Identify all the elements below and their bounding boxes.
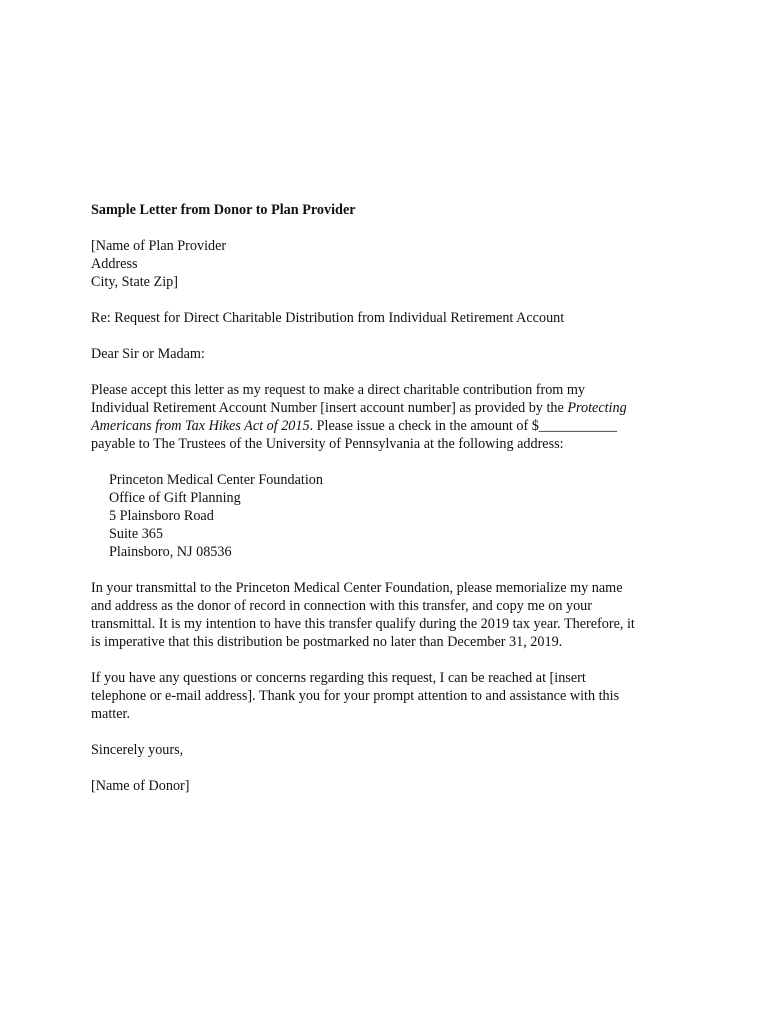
paragraph-line (91, 399, 681, 417)
paragraph-line: matter. (91, 706, 131, 722)
paragraph-text: Individual Retirement Account Number [insert account number] as provided by the (91, 400, 568, 416)
recipient-address-line: 5 Plainsboro Road (109, 508, 214, 524)
paragraph-line: payable to The Trustees of the University of Pennsylvania at the following address: (91, 436, 564, 452)
salutation: Dear Sir or Madam: (91, 346, 205, 362)
recipient-address-line: Office of Gift Planning (109, 490, 241, 506)
letter-body (91, 201, 681, 813)
paragraph-transmittal (91, 579, 681, 651)
provider-address-line: [Name of Plan Provider (91, 238, 227, 254)
paragraph-line (91, 417, 681, 435)
closing: Sincerely yours, (91, 742, 184, 758)
re-line: Re: Request for Direct Charitable Distribution from Individual Retirement Account (91, 310, 565, 326)
signature-placeholder: [Name of Donor] (91, 778, 190, 794)
act-name-italic: Americans from Tax Hikes Act of 2015 (91, 418, 310, 434)
letter-title: Sample Letter from Donor to Plan Provider (91, 202, 356, 218)
paragraph-request (91, 381, 681, 453)
paragraph-text: . Please issue a check in the amount of $___________ (309, 418, 617, 434)
recipient-address-block (91, 471, 681, 561)
provider-address-line: City, State Zip] (91, 274, 178, 290)
act-name-italic: Protecting (567, 400, 627, 416)
recipient-address-line: Plainsboro, NJ 08536 (109, 544, 232, 560)
paragraph-line: In your transmittal to the Princeton Medical Center Foundation, please memorialize my name (91, 580, 623, 596)
paragraph-line: is imperative that this distribution be postmarked no later than December 31, 2019. (91, 634, 563, 650)
paragraph-line: transmittal. It is my intention to have this transfer qualify during the 2019 tax year. Therefore, it (91, 616, 635, 632)
paragraph-contact (91, 669, 681, 723)
paragraph-line: If you have any questions or concerns regarding this request, I can be reached at [insert (91, 670, 586, 686)
recipient-address-line: Princeton Medical Center Foundation (109, 472, 323, 488)
paragraph-line: and address as the donor of record in connection with this transfer, and copy me on your (91, 598, 592, 614)
paragraph-line: telephone or e-mail address]. Thank you for your prompt attention to and assistance with this (91, 688, 620, 704)
paragraph-line: Please accept this letter as my request to make a direct charitable contribution from my (91, 382, 586, 398)
provider-address-block (91, 237, 681, 291)
recipient-address-line: Suite 365 (109, 526, 163, 542)
provider-address-line: Address (91, 256, 138, 272)
